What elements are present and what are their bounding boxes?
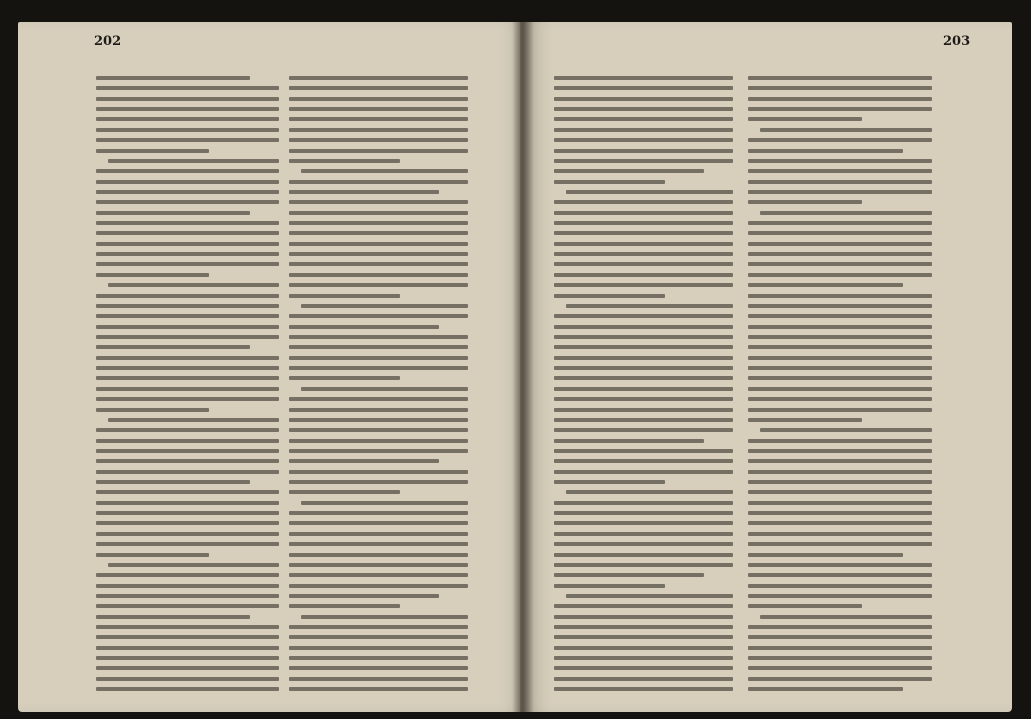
text-line-placeholder bbox=[289, 563, 468, 567]
text-line-placeholder bbox=[554, 86, 733, 90]
text-line-placeholder bbox=[289, 76, 468, 80]
text-line-placeholder bbox=[748, 221, 932, 225]
text-line-placeholder bbox=[96, 594, 279, 598]
text-line-placeholder bbox=[748, 511, 932, 515]
text-line-placeholder bbox=[96, 117, 279, 121]
text-line-placeholder bbox=[96, 490, 279, 494]
text-line-placeholder bbox=[96, 294, 279, 298]
text-line-placeholder bbox=[748, 262, 932, 266]
text-line-placeholder bbox=[96, 687, 279, 691]
text-line-placeholder bbox=[96, 242, 279, 246]
text-line-placeholder bbox=[748, 625, 932, 629]
text-line-placeholder bbox=[96, 439, 279, 443]
text-line-placeholder bbox=[748, 335, 932, 339]
text-line-placeholder bbox=[96, 397, 279, 401]
text-line-placeholder bbox=[748, 107, 932, 111]
text-line-placeholder bbox=[96, 625, 279, 629]
text-line-placeholder bbox=[748, 542, 932, 546]
text-line-placeholder bbox=[289, 521, 468, 525]
text-line-placeholder bbox=[748, 604, 862, 608]
text-line-placeholder bbox=[96, 221, 279, 225]
text-line-placeholder bbox=[748, 180, 932, 184]
text-line-placeholder bbox=[748, 397, 932, 401]
text-line-placeholder bbox=[96, 459, 279, 463]
text-line-placeholder bbox=[96, 677, 279, 681]
text-line-placeholder bbox=[96, 511, 279, 515]
text-line-placeholder bbox=[289, 117, 468, 121]
text-line-placeholder bbox=[289, 262, 468, 266]
text-line-placeholder bbox=[289, 190, 439, 194]
text-line-placeholder bbox=[748, 252, 932, 256]
text-line-placeholder bbox=[289, 294, 400, 298]
text-line-placeholder bbox=[554, 428, 733, 432]
text-line-placeholder bbox=[748, 656, 932, 660]
text-line-placeholder bbox=[96, 428, 279, 432]
text-line-placeholder bbox=[96, 542, 279, 546]
text-line-placeholder bbox=[289, 366, 468, 370]
text-line-placeholder bbox=[289, 656, 468, 660]
text-line-placeholder bbox=[566, 594, 733, 598]
text-line-placeholder bbox=[554, 138, 733, 142]
text-line-placeholder bbox=[760, 211, 932, 215]
text-line-placeholder bbox=[96, 356, 279, 360]
text-line-placeholder bbox=[96, 584, 279, 588]
text-line-placeholder bbox=[289, 345, 468, 349]
text-line-placeholder bbox=[301, 615, 468, 619]
text-line-placeholder bbox=[289, 418, 468, 422]
text-line-placeholder bbox=[289, 138, 468, 142]
text-line-placeholder bbox=[289, 325, 439, 329]
text-line-placeholder bbox=[554, 294, 665, 298]
text-line-placeholder bbox=[554, 345, 733, 349]
text-line-placeholder bbox=[289, 97, 468, 101]
text-line-placeholder bbox=[96, 76, 250, 80]
text-line-placeholder bbox=[554, 180, 665, 184]
text-line-placeholder bbox=[554, 117, 733, 121]
text-line-placeholder bbox=[96, 180, 279, 184]
text-line-placeholder bbox=[96, 635, 279, 639]
text-line-placeholder bbox=[748, 521, 932, 525]
text-line-placeholder bbox=[96, 604, 279, 608]
text-line-placeholder bbox=[748, 283, 903, 287]
text-line-placeholder bbox=[96, 335, 279, 339]
text-line-placeholder bbox=[554, 511, 733, 515]
text-line-placeholder bbox=[96, 314, 279, 318]
text-line-placeholder bbox=[96, 573, 279, 577]
text-line-placeholder bbox=[554, 149, 733, 153]
text-line-placeholder bbox=[566, 190, 733, 194]
text-line-placeholder bbox=[289, 252, 468, 256]
text-line-placeholder bbox=[748, 76, 932, 80]
text-line-placeholder bbox=[289, 107, 468, 111]
text-line-placeholder bbox=[96, 521, 279, 525]
text-line-placeholder bbox=[748, 366, 932, 370]
text-line-placeholder bbox=[289, 314, 468, 318]
text-line-placeholder bbox=[96, 200, 279, 204]
text-line-placeholder bbox=[554, 335, 733, 339]
text-line-placeholder bbox=[96, 211, 250, 215]
text-line-placeholder bbox=[96, 532, 279, 536]
text-line-placeholder bbox=[289, 687, 468, 691]
text-line-placeholder bbox=[289, 273, 468, 277]
text-line-placeholder bbox=[748, 563, 932, 567]
text-line-placeholder bbox=[554, 356, 733, 360]
text-line-placeholder bbox=[554, 563, 733, 567]
text-line-placeholder bbox=[289, 397, 468, 401]
text-line-placeholder bbox=[289, 200, 468, 204]
text-line-placeholder bbox=[554, 97, 733, 101]
text-line-placeholder bbox=[289, 553, 468, 557]
text-line-placeholder bbox=[748, 666, 932, 670]
text-line-placeholder bbox=[108, 159, 279, 163]
text-line-placeholder bbox=[554, 418, 733, 422]
text-line-placeholder bbox=[554, 159, 733, 163]
text-line-placeholder bbox=[748, 635, 932, 639]
text-line-placeholder bbox=[96, 345, 250, 349]
text-line-placeholder bbox=[554, 376, 733, 380]
text-line-placeholder bbox=[554, 211, 733, 215]
text-line-placeholder bbox=[289, 677, 468, 681]
text-line-placeholder bbox=[289, 211, 468, 215]
text-line-placeholder bbox=[289, 480, 468, 484]
text-line-placeholder bbox=[554, 283, 733, 287]
text-line-placeholder bbox=[96, 325, 279, 329]
text-line-placeholder bbox=[554, 273, 733, 277]
text-line-placeholder bbox=[748, 490, 932, 494]
text-line-placeholder bbox=[96, 107, 279, 111]
text-line-placeholder bbox=[554, 584, 665, 588]
text-line-placeholder bbox=[566, 490, 733, 494]
left-page-number: 202 bbox=[94, 34, 122, 49]
text-line-placeholder bbox=[554, 532, 733, 536]
text-line-placeholder bbox=[554, 604, 733, 608]
text-line-placeholder bbox=[289, 428, 468, 432]
text-line-placeholder bbox=[96, 190, 279, 194]
text-line-placeholder bbox=[748, 149, 903, 153]
text-line-placeholder bbox=[748, 408, 932, 412]
text-line-placeholder bbox=[748, 646, 932, 650]
text-line-placeholder bbox=[554, 439, 704, 443]
text-line-placeholder bbox=[289, 449, 468, 453]
text-line-placeholder bbox=[554, 480, 665, 484]
text-line-placeholder bbox=[760, 615, 932, 619]
text-line-placeholder bbox=[96, 304, 279, 308]
text-line-placeholder bbox=[96, 169, 279, 173]
text-column-1 bbox=[96, 76, 279, 692]
text-line-placeholder bbox=[289, 86, 468, 90]
text-line-placeholder bbox=[554, 262, 733, 266]
text-line-placeholder bbox=[748, 470, 932, 474]
text-line-placeholder bbox=[748, 573, 932, 577]
text-line-placeholder bbox=[748, 387, 932, 391]
text-line-placeholder bbox=[566, 304, 733, 308]
text-line-placeholder bbox=[96, 376, 279, 380]
text-line-placeholder bbox=[289, 635, 468, 639]
text-line-placeholder bbox=[108, 283, 279, 287]
text-line-placeholder bbox=[748, 231, 932, 235]
text-line-placeholder bbox=[554, 387, 733, 391]
text-line-placeholder bbox=[748, 584, 932, 588]
text-line-placeholder bbox=[748, 190, 932, 194]
text-column-2 bbox=[289, 76, 468, 692]
text-line-placeholder bbox=[289, 490, 400, 494]
text-line-placeholder bbox=[96, 646, 279, 650]
text-line-placeholder bbox=[96, 86, 279, 90]
text-line-placeholder bbox=[96, 470, 279, 474]
text-line-placeholder bbox=[748, 97, 932, 101]
text-line-placeholder bbox=[748, 449, 932, 453]
text-line-placeholder bbox=[554, 677, 733, 681]
text-line-placeholder bbox=[554, 470, 733, 474]
text-line-placeholder bbox=[96, 501, 279, 505]
text-line-placeholder bbox=[289, 180, 468, 184]
text-line-placeholder bbox=[96, 128, 279, 132]
text-line-placeholder bbox=[301, 169, 468, 173]
text-line-placeholder bbox=[96, 666, 279, 670]
text-line-placeholder bbox=[554, 542, 733, 546]
text-line-placeholder bbox=[96, 449, 279, 453]
text-line-placeholder bbox=[289, 439, 468, 443]
text-line-placeholder bbox=[96, 252, 279, 256]
text-line-placeholder bbox=[748, 501, 932, 505]
text-column-3 bbox=[554, 76, 733, 692]
text-line-placeholder bbox=[748, 200, 862, 204]
text-line-placeholder bbox=[748, 594, 932, 598]
text-line-placeholder bbox=[96, 97, 279, 101]
text-line-placeholder bbox=[289, 625, 468, 629]
text-line-placeholder bbox=[748, 439, 932, 443]
text-line-placeholder bbox=[554, 107, 733, 111]
text-line-placeholder bbox=[554, 169, 704, 173]
text-line-placeholder bbox=[554, 656, 733, 660]
text-line-placeholder bbox=[289, 459, 439, 463]
text-line-placeholder bbox=[289, 594, 439, 598]
text-line-placeholder bbox=[289, 221, 468, 225]
text-line-placeholder bbox=[554, 625, 733, 629]
text-line-placeholder bbox=[748, 418, 862, 422]
text-line-placeholder bbox=[554, 408, 733, 412]
text-line-placeholder bbox=[748, 294, 932, 298]
right-page-number: 203 bbox=[943, 34, 971, 49]
text-line-placeholder bbox=[554, 646, 733, 650]
text-line-placeholder bbox=[96, 553, 209, 557]
text-line-placeholder bbox=[554, 242, 733, 246]
text-line-placeholder bbox=[96, 408, 209, 412]
text-line-placeholder bbox=[554, 397, 733, 401]
text-line-placeholder bbox=[301, 387, 468, 391]
text-line-placeholder bbox=[760, 128, 932, 132]
text-line-placeholder bbox=[289, 646, 468, 650]
text-line-placeholder bbox=[289, 159, 400, 163]
text-line-placeholder bbox=[289, 376, 400, 380]
text-line-placeholder bbox=[289, 532, 468, 536]
text-line-placeholder bbox=[748, 325, 932, 329]
text-line-placeholder bbox=[96, 480, 250, 484]
text-line-placeholder bbox=[554, 252, 733, 256]
text-line-placeholder bbox=[554, 325, 733, 329]
text-line-placeholder bbox=[748, 677, 932, 681]
text-line-placeholder bbox=[748, 169, 932, 173]
text-line-placeholder bbox=[554, 200, 733, 204]
text-line-placeholder bbox=[748, 314, 932, 318]
text-line-placeholder bbox=[748, 345, 932, 349]
text-line-placeholder bbox=[289, 542, 468, 546]
text-line-placeholder bbox=[554, 615, 733, 619]
text-line-placeholder bbox=[748, 273, 932, 277]
text-line-placeholder bbox=[96, 387, 279, 391]
text-line-placeholder bbox=[748, 356, 932, 360]
text-line-placeholder bbox=[289, 573, 468, 577]
text-line-placeholder bbox=[289, 470, 468, 474]
text-line-placeholder bbox=[554, 501, 733, 505]
text-line-placeholder bbox=[96, 231, 279, 235]
text-line-placeholder bbox=[748, 459, 932, 463]
text-line-placeholder bbox=[554, 459, 733, 463]
text-line-placeholder bbox=[554, 128, 733, 132]
text-line-placeholder bbox=[748, 480, 932, 484]
text-line-placeholder bbox=[748, 86, 932, 90]
text-line-placeholder bbox=[289, 511, 468, 515]
text-line-placeholder bbox=[289, 283, 468, 287]
text-line-placeholder bbox=[96, 656, 279, 660]
text-line-placeholder bbox=[748, 242, 932, 246]
text-line-placeholder bbox=[289, 335, 468, 339]
text-line-placeholder bbox=[554, 366, 733, 370]
text-line-placeholder bbox=[554, 687, 733, 691]
text-line-placeholder bbox=[554, 666, 733, 670]
text-line-placeholder bbox=[554, 449, 733, 453]
text-line-placeholder bbox=[96, 138, 279, 142]
text-line-placeholder bbox=[108, 563, 279, 567]
text-line-placeholder bbox=[554, 553, 733, 557]
text-column-4 bbox=[748, 76, 932, 692]
text-line-placeholder bbox=[289, 149, 468, 153]
text-line-placeholder bbox=[748, 553, 903, 557]
text-line-placeholder bbox=[301, 304, 468, 308]
text-line-placeholder bbox=[289, 408, 468, 412]
text-line-placeholder bbox=[301, 501, 468, 505]
text-line-placeholder bbox=[554, 231, 733, 235]
text-line-placeholder bbox=[96, 262, 279, 266]
text-line-placeholder bbox=[554, 221, 733, 225]
text-line-placeholder bbox=[554, 573, 704, 577]
text-line-placeholder bbox=[289, 128, 468, 132]
text-line-placeholder bbox=[554, 521, 733, 525]
text-line-placeholder bbox=[96, 615, 250, 619]
text-line-placeholder bbox=[748, 532, 932, 536]
text-line-placeholder bbox=[748, 687, 903, 691]
text-line-placeholder bbox=[96, 273, 209, 277]
text-line-placeholder bbox=[748, 304, 932, 308]
text-line-placeholder bbox=[289, 356, 468, 360]
text-line-placeholder bbox=[289, 666, 468, 670]
text-line-placeholder bbox=[108, 418, 279, 422]
text-line-placeholder bbox=[289, 231, 468, 235]
text-line-placeholder bbox=[748, 138, 932, 142]
text-line-placeholder bbox=[96, 366, 279, 370]
text-line-placeholder bbox=[554, 314, 733, 318]
text-line-placeholder bbox=[96, 149, 209, 153]
book-gutter bbox=[512, 22, 534, 712]
text-line-placeholder bbox=[748, 117, 862, 121]
text-line-placeholder bbox=[760, 428, 932, 432]
text-line-placeholder bbox=[289, 604, 400, 608]
text-line-placeholder bbox=[289, 242, 468, 246]
text-line-placeholder bbox=[748, 159, 932, 163]
text-line-placeholder bbox=[554, 76, 733, 80]
text-line-placeholder bbox=[748, 376, 932, 380]
text-line-placeholder bbox=[554, 635, 733, 639]
text-line-placeholder bbox=[289, 584, 468, 588]
